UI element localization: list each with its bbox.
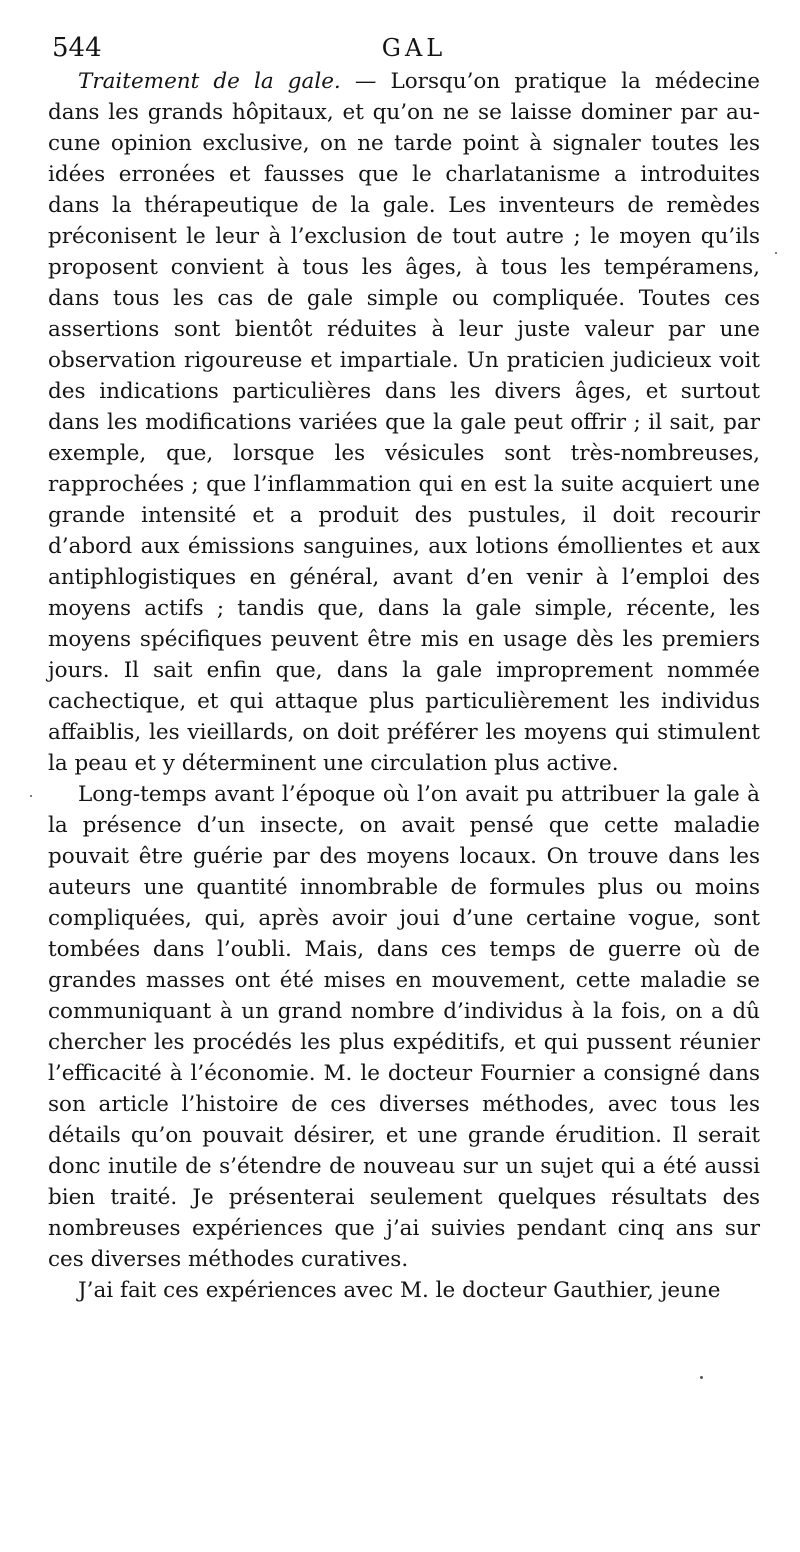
paragraph-treatment	[48, 66, 760, 779]
print-speck	[30, 795, 32, 797]
paragraph-history	[48, 779, 760, 1275]
paragraph-text: J’ai fait ces expériences avec M. le docteur Gauthier, jeune	[78, 1278, 721, 1303]
running-head: GAL	[381, 34, 447, 62]
page-number: 544	[52, 33, 102, 63]
print-speck	[700, 1376, 703, 1379]
print-speck	[775, 252, 777, 254]
paragraph-experiments	[48, 1275, 760, 1306]
section-title: Traitement de la gale.	[78, 69, 341, 94]
page-header	[48, 30, 760, 66]
document-page	[48, 30, 760, 1306]
paragraph-text: — Lorsqu’on pratique la médecine dans les grands hôpitaux, et qu’on ne se laisse dominer par aucune opinion exclusive, on ne tarde point à signaler toutes les idées erronées et fausses que le charlatanisme a introduites dans la thérapeutique de la gale. Les inventeurs de remèdes préconisent le leur à l’exclusion de tout autre ; le moyen qu’ils proposent convient à tous les âges, à tous les tempéramens, dans tous les cas de gale simple ou compliquée. Toutes ces assertions sont bientôt réduites à leur juste valeur par une observation rigoureuse et impartiale. Un praticien judicieux voit des indications particulières dans les divers âges, et surtout dans les modifications variées que la gale peut offrir ; il sait, par exemple, que, lorsque les vésicules sont très-nombreuses, rapprochées ; que l’inflammation qui en est la suite acquiert une grande intensité et a produit des pustules, il doit recourir d’abord aux émissions sanguines, aux lotions émollientes et aux antiphlogistiques en général, avant d’en venir à l’emploi des moyens actifs ; tandis que, dans la gale simple, récente, les moyens spécifiques peuvent être mis en usage dès les premiers jours. Il sait enfin que, dans la gale improprement nommée cachectique, et qui attaque plus particulièrement les individus affaiblis, les vieillards, on doit préférer les moyens qui stimulent la peau et y déterminent une circulation plus active.	[48, 69, 760, 776]
paragraph-text: Long-temps avant l’époque où l’on avait pu attribuer la gale à la présence d’un insecte, on avait pensé que cette maladie pouvait être guérie par des moyens locaux. On trouve dans les auteurs une quantité innombrable de formules plus ou moins compliquées, qui, après avoir joui d’une certaine vogue, sont tombées dans l’oubli. Mais, dans ces temps de guerre où de grandes masses ont été mises en mouvement, cette maladie se communiquant à un grand nombre d’individus à la fois, on a dû chercher les procédés les plus expéditifs, et qui pussent réunier l’efficacité à l’économie. M. le docteur Fournier a consigné dans son article l’histoire de ces diverses méthodes, avec tous les détails qu’on pouvait désirer, et une grande érudition. Il serait donc inutile de s’étendre de nouveau sur un sujet qui a été aussi bien traité. Je présenterai seulement quelques résultats des nombreuses expériences que j’ai suivies pendant cinq ans sur ces diverses méthodes curatives.	[48, 782, 760, 1272]
